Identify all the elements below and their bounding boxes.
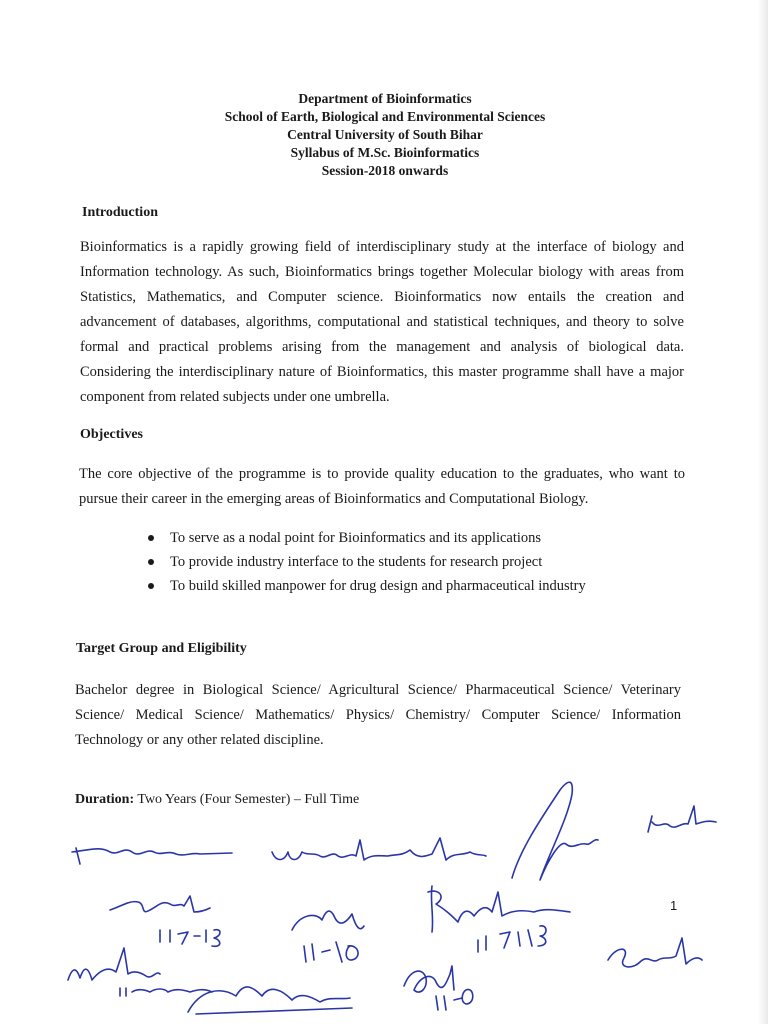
date-11-07-18-third [436,989,473,1010]
objectives-paragraph: The core objective of the programme is to provide quality education to the graduates, who want to pursue their career in the emerging areas of Bioinformatics and Computational Biology. [79,466,685,507]
list-item-text: To provide industry interface to the students for research project [170,554,543,570]
syllabus-title: Syllabus of M.Sc. Bioinformatics [290,145,480,160]
objectives-heading: Objectives [80,427,143,442]
signature-dhanraj [72,848,232,864]
objectives-list [146,526,646,598]
bullet-icon [148,535,154,541]
university-name: Central University of South Bihar [287,127,483,142]
document-header [160,90,610,180]
signature-akash-second [404,966,454,992]
signature-kanti [648,806,716,832]
session-line: Session-2018 onwards [321,163,449,178]
signature-anil [292,911,364,930]
handwritten-signatures [0,760,768,1024]
list-item [146,526,646,550]
eligibility-paragraph: Bachelor degree in Biological Science/ Agricultural Science/ Pharmaceutical Science/ Veterinary Science/ Medical Science/ Mathematics/ Physics/ Chemistry/ Computer Science/ Information Technology or any other related discipline. [75,682,681,748]
school-name: School of Earth, Biological and Environmental Sciences [224,109,546,124]
duration-value: Two Years (Four Semester) – Full Time [134,792,360,807]
signature-m-singh [68,948,160,980]
signature-rakesh-kumar [428,886,570,932]
date-11-7-18-first [160,930,220,947]
list-item [146,550,646,574]
introduction-paragraph: Bioinformatics is a rapidly growing field of interdisciplinary study at the interface of biology and Information technology. As such, Bioinformatics brings together Molecular biology with areas from Statistics, Mathematics, and Computer science. Bioinformatics now entails the creation and advancement of databases, algorithms, computational and statistical techniques, and theory to solve formal and practical problems arising from the management and analysis of biological data. Considering the interdisciplinary nature of Bioinformatics, this master programme shall have a major component from related subjects under one umbrella. [80,239,684,405]
signature-flourish [512,782,598,880]
signature-umesh-singh [272,838,486,860]
department-name: Department of Bioinformatics [298,91,472,106]
date-11-07-18-second [304,942,358,962]
bullet-icon [148,583,154,589]
eligibility-heading: Target Group and Eligibility [76,641,247,656]
date-11-09-18 [120,988,212,996]
list-item-text: To build skilled manpower for drug design and pharmaceutical industry [170,578,586,594]
duration-label: Duration: [75,792,135,807]
page-number: 1 [670,898,678,913]
date-11-7-18-third [478,926,546,952]
introduction-heading: Introduction [82,205,158,220]
list-item [146,574,646,598]
signature-s-singh [608,938,702,967]
signature-akash [110,896,210,912]
list-item-text: To serve as a nodal point for Bioinformatics and its applications [170,530,542,546]
bullet-icon [148,559,154,565]
signature-bold-strike [188,987,352,1014]
